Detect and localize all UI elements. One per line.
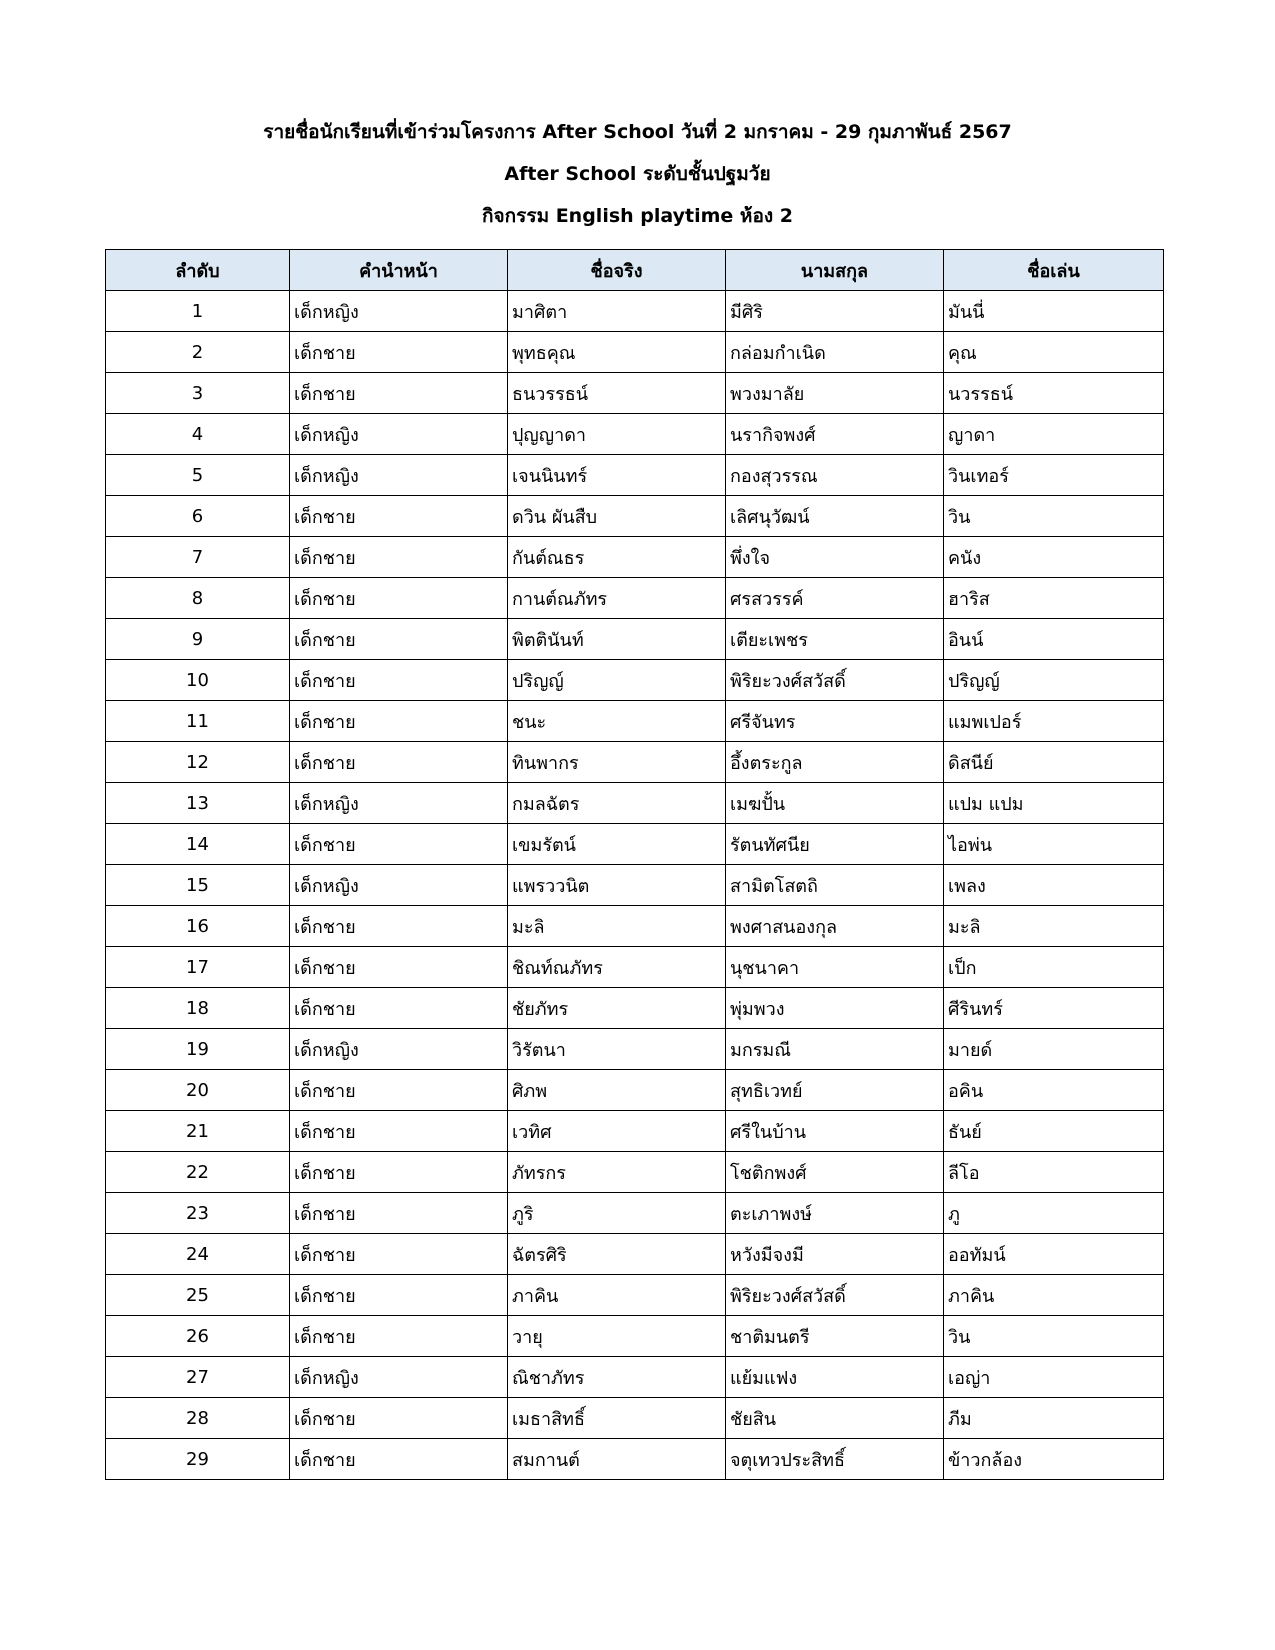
cell-nickname: ญาดา — [944, 414, 1164, 455]
cell-order: 20 — [106, 1070, 290, 1111]
table-row — [106, 1357, 1164, 1398]
cell-nickname: ภีม — [944, 1398, 1164, 1439]
cell-last-name: เลิศนุวัฒน์ — [726, 496, 944, 537]
cell-last-name: เมฆปั้น — [726, 783, 944, 824]
cell-last-name: ศรสวรรค์ — [726, 578, 944, 619]
cell-nickname: เป็ก — [944, 947, 1164, 988]
cell-prefix: เด็กชาย — [290, 1193, 508, 1234]
cell-first-name: กมลฉัตร — [508, 783, 726, 824]
table-row — [106, 906, 1164, 947]
cell-order: 3 — [106, 373, 290, 414]
cell-last-name: พวงมาลัย — [726, 373, 944, 414]
cell-last-name: ศรีจันทร — [726, 701, 944, 742]
table-row — [106, 1398, 1164, 1439]
cell-last-name: แย้มแฟง — [726, 1357, 944, 1398]
table-row — [106, 1152, 1164, 1193]
cell-prefix: เด็กชาย — [290, 578, 508, 619]
cell-nickname: อินน์ — [944, 619, 1164, 660]
table-row — [106, 1029, 1164, 1070]
cell-first-name: วายุ — [508, 1316, 726, 1357]
cell-last-name: ชัยสิน — [726, 1398, 944, 1439]
cell-last-name: พิริยะวงศ์สวัสดิ์ — [726, 660, 944, 701]
cell-nickname: ภาคิน — [944, 1275, 1164, 1316]
table-row — [106, 783, 1164, 824]
cell-nickname: เพลง — [944, 865, 1164, 906]
cell-order: 22 — [106, 1152, 290, 1193]
cell-prefix: เด็กหญิง — [290, 291, 508, 332]
cell-prefix: เด็กชาย — [290, 1439, 508, 1480]
cell-order: 10 — [106, 660, 290, 701]
table-row — [106, 1234, 1164, 1275]
cell-first-name: ศิภพ — [508, 1070, 726, 1111]
cell-nickname: ศีรินทร์ — [944, 988, 1164, 1029]
cell-last-name: พงศาสนองกุล — [726, 906, 944, 947]
cell-last-name: เตียะเพชร — [726, 619, 944, 660]
cell-order: 19 — [106, 1029, 290, 1070]
table-row — [106, 660, 1164, 701]
cell-last-name: รัตนทัศนีย — [726, 824, 944, 865]
cell-first-name: ภาคิน — [508, 1275, 726, 1316]
cell-nickname: มายด์ — [944, 1029, 1164, 1070]
cell-nickname: ไอพ่น — [944, 824, 1164, 865]
cell-first-name: ธนวรรธน์ — [508, 373, 726, 414]
cell-order: 26 — [106, 1316, 290, 1357]
cell-nickname: คุณ — [944, 332, 1164, 373]
table-row — [106, 1439, 1164, 1480]
cell-prefix: เด็กชาย — [290, 1398, 508, 1439]
cell-first-name: มะลิ — [508, 906, 726, 947]
cell-last-name: กล่อมกำเนิด — [726, 332, 944, 373]
cell-prefix: เด็กชาย — [290, 824, 508, 865]
cell-order: 27 — [106, 1357, 290, 1398]
cell-first-name: ทินพากร — [508, 742, 726, 783]
cell-prefix: เด็กหญิง — [290, 455, 508, 496]
table-row — [106, 988, 1164, 1029]
cell-first-name: เวทิศ — [508, 1111, 726, 1152]
cell-prefix: เด็กชาย — [290, 496, 508, 537]
cell-order: 9 — [106, 619, 290, 660]
table-row — [106, 1070, 1164, 1111]
cell-nickname: วิน — [944, 1316, 1164, 1357]
cell-prefix: เด็กชาย — [290, 1234, 508, 1275]
cell-order: 11 — [106, 701, 290, 742]
column-header-prefix: คำนำหน้า — [290, 250, 508, 291]
cell-nickname: ธันย์ — [944, 1111, 1164, 1152]
cell-prefix: เด็กหญิง — [290, 783, 508, 824]
column-header-order: ลำดับ — [106, 250, 290, 291]
cell-nickname: ออทัมน์ — [944, 1234, 1164, 1275]
cell-last-name: อึ้งตระกูล — [726, 742, 944, 783]
cell-order: 16 — [106, 906, 290, 947]
cell-order: 29 — [106, 1439, 290, 1480]
cell-order: 24 — [106, 1234, 290, 1275]
cell-nickname: มันนี่ — [944, 291, 1164, 332]
cell-first-name: ภัทรกร — [508, 1152, 726, 1193]
cell-order: 12 — [106, 742, 290, 783]
cell-first-name: ภูริ — [508, 1193, 726, 1234]
cell-prefix: เด็กชาย — [290, 537, 508, 578]
table-row — [106, 578, 1164, 619]
cell-prefix: เด็กชาย — [290, 947, 508, 988]
cell-order: 28 — [106, 1398, 290, 1439]
cell-first-name: ฉัตรศิริ — [508, 1234, 726, 1275]
cell-order: 6 — [106, 496, 290, 537]
cell-nickname: ลีโอ — [944, 1152, 1164, 1193]
cell-order: 8 — [106, 578, 290, 619]
cell-last-name: พึ่งใจ — [726, 537, 944, 578]
cell-last-name: ศรีในบ้าน — [726, 1111, 944, 1152]
table-row — [106, 332, 1164, 373]
cell-last-name: จตุเทวประสิทธิ์ — [726, 1439, 944, 1480]
cell-nickname: วินเทอร์ — [944, 455, 1164, 496]
column-header-nickname: ชื่อเล่น — [944, 250, 1164, 291]
cell-nickname: ข้าวกล้อง — [944, 1439, 1164, 1480]
cell-last-name: มกรมณี — [726, 1029, 944, 1070]
cell-order: 21 — [106, 1111, 290, 1152]
table-row — [106, 1275, 1164, 1316]
table-row — [106, 947, 1164, 988]
cell-prefix: เด็กชาย — [290, 1316, 508, 1357]
cell-first-name: เจนนินทร์ — [508, 455, 726, 496]
cell-first-name: กานต์ณภัทร — [508, 578, 726, 619]
cell-nickname: แมพเปอร์ — [944, 701, 1164, 742]
cell-order: 17 — [106, 947, 290, 988]
cell-nickname: เอญ่า — [944, 1357, 1164, 1398]
cell-first-name: กันต์ณธร — [508, 537, 726, 578]
table-row — [106, 1111, 1164, 1152]
cell-prefix: เด็กชาย — [290, 1111, 508, 1152]
cell-first-name: พิตตินันท์ — [508, 619, 726, 660]
cell-nickname: แปม แปม — [944, 783, 1164, 824]
cell-nickname: คนัง — [944, 537, 1164, 578]
table-row — [106, 455, 1164, 496]
cell-order: 13 — [106, 783, 290, 824]
cell-first-name: เขมรัตน์ — [508, 824, 726, 865]
cell-prefix: เด็กชาย — [290, 373, 508, 414]
table-row — [106, 537, 1164, 578]
table-row — [106, 1193, 1164, 1234]
table-row — [106, 373, 1164, 414]
cell-nickname: ดิสนีย์ — [944, 742, 1164, 783]
cell-first-name: ณิชาภัทร — [508, 1357, 726, 1398]
cell-prefix: เด็กชาย — [290, 742, 508, 783]
cell-first-name: ดวิน ผันสืบ — [508, 496, 726, 537]
cell-last-name: สามิตโสตถิ — [726, 865, 944, 906]
cell-first-name: เมธาสิทธิ์ — [508, 1398, 726, 1439]
cell-first-name: ชนะ — [508, 701, 726, 742]
column-header-first-name: ชื่อจริง — [508, 250, 726, 291]
table-row — [106, 701, 1164, 742]
cell-nickname: นวรรธน์ — [944, 373, 1164, 414]
cell-last-name: ตะเภาพงษ์ — [726, 1193, 944, 1234]
cell-prefix: เด็กชาย — [290, 701, 508, 742]
cell-order: 18 — [106, 988, 290, 1029]
cell-prefix: เด็กชาย — [290, 660, 508, 701]
cell-first-name: มาศิตา — [508, 291, 726, 332]
cell-first-name: ชัยภัทร — [508, 988, 726, 1029]
cell-nickname: ปริญญ์ — [944, 660, 1164, 701]
cell-order: 7 — [106, 537, 290, 578]
student-roster-table — [105, 249, 1164, 1480]
table-row — [106, 824, 1164, 865]
cell-prefix: เด็กชาย — [290, 988, 508, 1029]
cell-prefix: เด็กชาย — [290, 332, 508, 373]
cell-last-name: พุ่มพวง — [726, 988, 944, 1029]
cell-prefix: เด็กชาย — [290, 1275, 508, 1316]
cell-last-name: นุชนาคา — [726, 947, 944, 988]
cell-prefix: เด็กหญิง — [290, 1357, 508, 1398]
cell-prefix: เด็กหญิง — [290, 1029, 508, 1070]
document-title: รายชื่อนักเรียนที่เข้าร่วมโครงการ After School วันที่ 2 มกราคม - 29 กุมภาพันธ์ 2567 — [263, 121, 1012, 143]
cell-last-name: หวังมีจงมี — [726, 1234, 944, 1275]
cell-nickname: ฮาริส — [944, 578, 1164, 619]
cell-first-name: ปริญญ์ — [508, 660, 726, 701]
table-row — [106, 1316, 1164, 1357]
table-row — [106, 414, 1164, 455]
cell-order: 14 — [106, 824, 290, 865]
cell-order: 2 — [106, 332, 290, 373]
cell-nickname: วิน — [944, 496, 1164, 537]
document-subtitle: After School ระดับชั้นปฐมวัย — [504, 163, 771, 185]
cell-prefix: เด็กหญิง — [290, 414, 508, 455]
table-row — [106, 742, 1164, 783]
table-row — [106, 619, 1164, 660]
cell-prefix: เด็กชาย — [290, 619, 508, 660]
cell-last-name: โชติกพงศ์ — [726, 1152, 944, 1193]
cell-first-name: สมกานต์ — [508, 1439, 726, 1480]
cell-first-name: ปุญญาดา — [508, 414, 726, 455]
table-row — [106, 291, 1164, 332]
cell-nickname: มะลิ — [944, 906, 1164, 947]
cell-order: 5 — [106, 455, 290, 496]
cell-prefix: เด็กชาย — [290, 906, 508, 947]
cell-first-name: แพรววนิต — [508, 865, 726, 906]
cell-last-name: มีศิริ — [726, 291, 944, 332]
cell-order: 23 — [106, 1193, 290, 1234]
table-row — [106, 496, 1164, 537]
cell-prefix: เด็กชาย — [290, 1152, 508, 1193]
cell-last-name: กองสุวรรณ — [726, 455, 944, 496]
cell-order: 25 — [106, 1275, 290, 1316]
cell-first-name: วิรัตนา — [508, 1029, 726, 1070]
column-header-last-name: นามสกุล — [726, 250, 944, 291]
table-row — [106, 865, 1164, 906]
table-body — [106, 291, 1164, 1480]
cell-prefix: เด็กหญิง — [290, 865, 508, 906]
cell-prefix: เด็กชาย — [290, 1070, 508, 1111]
cell-order: 1 — [106, 291, 290, 332]
cell-last-name: ชาติมนตรี — [726, 1316, 944, 1357]
cell-nickname: ภู — [944, 1193, 1164, 1234]
table-header-row — [106, 250, 1164, 291]
cell-last-name: สุทธิเวทย์ — [726, 1070, 944, 1111]
cell-last-name: พิริยะวงศ์สวัสดิ์ — [726, 1275, 944, 1316]
cell-order: 15 — [106, 865, 290, 906]
activity-title: กิจกรรม English playtime ห้อง 2 — [482, 205, 793, 227]
cell-nickname: อคิน — [944, 1070, 1164, 1111]
cell-last-name: นรากิจพงศ์ — [726, 414, 944, 455]
cell-first-name: พุทธคุณ — [508, 332, 726, 373]
document-header — [0, 118, 1275, 244]
cell-order: 4 — [106, 414, 290, 455]
cell-first-name: ชิณท์ณภัทร — [508, 947, 726, 988]
